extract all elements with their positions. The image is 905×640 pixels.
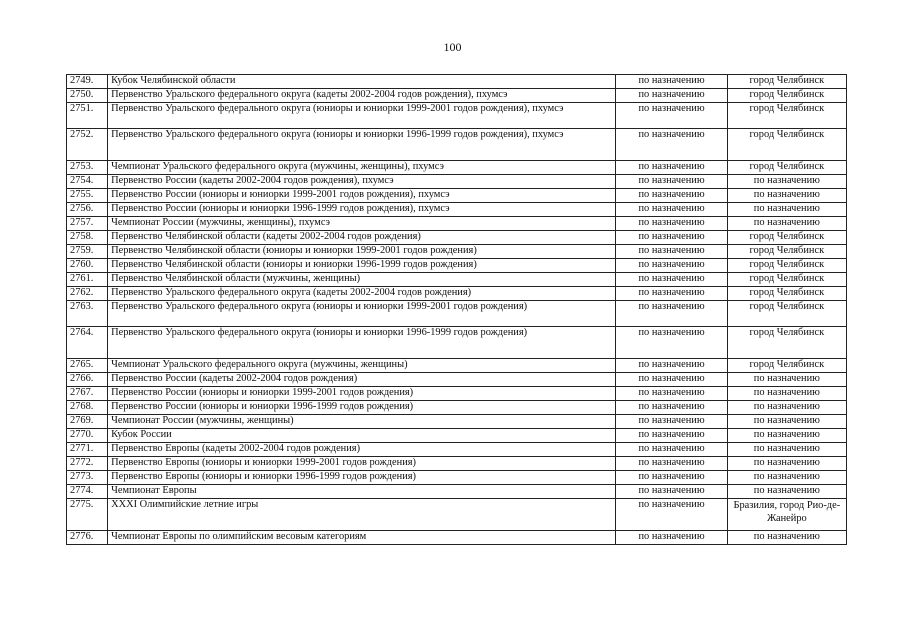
- event-method: по назначению: [616, 231, 727, 245]
- table-row: [67, 443, 847, 457]
- event-method: по назначению: [616, 129, 727, 161]
- event-method: по назначению: [616, 327, 727, 359]
- events-table: [66, 74, 847, 545]
- row-number: 2765.: [67, 359, 108, 373]
- event-place: по назначению: [727, 485, 846, 499]
- event-method: по назначению: [616, 401, 727, 415]
- event-place: по назначению: [727, 175, 846, 189]
- row-number: 2753.: [67, 161, 108, 175]
- table-row: [67, 301, 847, 327]
- event-name: Первенство Европы (юниоры и юниорки 1999-2001 годов рождения): [108, 457, 616, 471]
- event-name: Первенство Челябинской области (юниоры и юниорки 1999-2001 годов рождения): [108, 245, 616, 259]
- row-number: 2772.: [67, 457, 108, 471]
- event-place: город Челябинск: [727, 89, 846, 103]
- event-name: Первенство Челябинской области (мужчины, женщины): [108, 273, 616, 287]
- row-number: 2775.: [67, 499, 108, 531]
- table-row: [67, 485, 847, 499]
- event-place: город Челябинск: [727, 103, 846, 129]
- event-place: по назначению: [727, 373, 846, 387]
- event-name: XXXI Олимпийские летние игры: [108, 499, 616, 531]
- event-name: Первенство России (кадеты 2002-2004 годов рождения), пхумсэ: [108, 175, 616, 189]
- table-row: [67, 401, 847, 415]
- event-method: по назначению: [616, 415, 727, 429]
- page-number: 100: [443, 40, 462, 54]
- table-row: [67, 75, 847, 89]
- table-row: [67, 457, 847, 471]
- row-number: 2758.: [67, 231, 108, 245]
- row-number: 2757.: [67, 217, 108, 231]
- event-name: Чемпионат России (мужчины, женщины), пхумсэ: [108, 217, 616, 231]
- row-number: 2767.: [67, 387, 108, 401]
- event-method: по назначению: [616, 359, 727, 373]
- row-number: 2750.: [67, 89, 108, 103]
- event-name: Чемпионат Европы по олимпийским весовым категориям: [108, 531, 616, 545]
- table-row: [67, 415, 847, 429]
- table-row: [67, 217, 847, 231]
- event-method: по назначению: [616, 471, 727, 485]
- table-row: [67, 203, 847, 217]
- event-name: Первенство России (юниоры и юниорки 1996-1999 годов рождения): [108, 401, 616, 415]
- event-place: по назначению: [727, 189, 846, 203]
- table-row: [67, 259, 847, 273]
- table-row: [67, 273, 847, 287]
- row-number: 2751.: [67, 103, 108, 129]
- event-method: по назначению: [616, 387, 727, 401]
- event-place: город Челябинск: [727, 301, 846, 327]
- event-method: по назначению: [616, 485, 727, 499]
- row-number: 2761.: [67, 273, 108, 287]
- event-method: по назначению: [616, 531, 727, 545]
- event-name: Первенство Уральского федерального округа (юниоры и юниорки 1996-1999 годов рождения): [108, 327, 616, 359]
- table-row: [67, 373, 847, 387]
- table-row: [67, 471, 847, 485]
- event-method: по назначению: [616, 175, 727, 189]
- table-row: [67, 499, 847, 531]
- table-row: [67, 387, 847, 401]
- row-number: 2762.: [67, 287, 108, 301]
- row-number: 2773.: [67, 471, 108, 485]
- event-method: по назначению: [616, 273, 727, 287]
- event-name: Первенство Уральского федерального округа (юниоры и юниорки 1999-2001 годов рождения), пхумсэ: [108, 103, 616, 129]
- event-method: по назначению: [616, 373, 727, 387]
- event-name: Кубок Челябинской области: [108, 75, 616, 89]
- row-number: 2771.: [67, 443, 108, 457]
- event-name: Первенство России (юниоры и юниорки 1999-2001 годов рождения): [108, 387, 616, 401]
- event-method: по назначению: [616, 103, 727, 129]
- event-method: по назначению: [616, 301, 727, 327]
- row-number: 2774.: [67, 485, 108, 499]
- event-method: по назначению: [616, 245, 727, 259]
- event-place: по назначению: [727, 457, 846, 471]
- event-method: по назначению: [616, 259, 727, 273]
- event-method: по назначению: [616, 499, 727, 531]
- table-row: [67, 103, 847, 129]
- row-number: 2749.: [67, 75, 108, 89]
- table-row: [67, 189, 847, 203]
- table-row: [67, 287, 847, 301]
- table-row: [67, 161, 847, 175]
- event-name: Кубок России: [108, 429, 616, 443]
- event-method: по назначению: [616, 161, 727, 175]
- event-place: город Челябинск: [727, 245, 846, 259]
- table-row: [67, 359, 847, 373]
- event-name: Чемпионат России (мужчины, женщины): [108, 415, 616, 429]
- event-name: Чемпионат Уральского федерального округа (мужчины, женщины), пхумсэ: [108, 161, 616, 175]
- event-name: Первенство Европы (юниоры и юниорки 1996-1999 годов рождения): [108, 471, 616, 485]
- table-row: [67, 175, 847, 189]
- row-number: 2763.: [67, 301, 108, 327]
- event-method: по назначению: [616, 217, 727, 231]
- event-place: город Челябинск: [727, 231, 846, 245]
- row-number: 2764.: [67, 327, 108, 359]
- event-name: Первенство Челябинской области (юниоры и юниорки 1996-1999 годов рождения): [108, 259, 616, 273]
- row-number: 2759.: [67, 245, 108, 259]
- event-place: Бразилия, город Рио-де-Жанейро: [727, 499, 846, 531]
- row-number: 2776.: [67, 531, 108, 545]
- event-place: город Челябинск: [727, 129, 846, 161]
- row-number: 2755.: [67, 189, 108, 203]
- event-name: Первенство Уральского федерального округа (юниоры и юниорки 1996-1999 годов рождения), пхумсэ: [108, 129, 616, 161]
- row-number: 2768.: [67, 401, 108, 415]
- row-number: 2752.: [67, 129, 108, 161]
- event-place: город Челябинск: [727, 259, 846, 273]
- event-place: по назначению: [727, 217, 846, 231]
- row-number: 2769.: [67, 415, 108, 429]
- event-method: по назначению: [616, 189, 727, 203]
- event-name: Чемпионат Уральского федерального округа (мужчины, женщины): [108, 359, 616, 373]
- event-place: город Челябинск: [727, 287, 846, 301]
- event-method: по назначению: [616, 429, 727, 443]
- event-place: по назначению: [727, 471, 846, 485]
- table-row: [67, 231, 847, 245]
- event-name: Первенство России (юниоры и юниорки 1999-2001 годов рождения), пхумсэ: [108, 189, 616, 203]
- event-name: Чемпионат Европы: [108, 485, 616, 499]
- event-name: Первенство Уральского федерального округа (юниоры и юниорки 1999-2001 годов рождения): [108, 301, 616, 327]
- event-method: по назначению: [616, 203, 727, 217]
- event-place: по назначению: [727, 401, 846, 415]
- table-row: [67, 245, 847, 259]
- event-method: по назначению: [616, 287, 727, 301]
- row-number: 2760.: [67, 259, 108, 273]
- event-place: по назначению: [727, 203, 846, 217]
- event-method: по назначению: [616, 443, 727, 457]
- event-place: по назначению: [727, 387, 846, 401]
- table-row: [67, 129, 847, 161]
- row-number: 2754.: [67, 175, 108, 189]
- event-name: Первенство Европы (кадеты 2002-2004 годов рождения): [108, 443, 616, 457]
- table-row: [67, 327, 847, 359]
- event-place: по назначению: [727, 415, 846, 429]
- event-name: Первенство России (кадеты 2002-2004 годов рождения): [108, 373, 616, 387]
- row-number: 2766.: [67, 373, 108, 387]
- event-place: город Челябинск: [727, 327, 846, 359]
- event-name: Первенство Челябинской области (кадеты 2002-2004 годов рождения): [108, 231, 616, 245]
- event-place: город Челябинск: [727, 273, 846, 287]
- event-method: по назначению: [616, 89, 727, 103]
- event-name: Первенство России (юниоры и юниорки 1996-1999 годов рождения), пхумсэ: [108, 203, 616, 217]
- table-row: [67, 89, 847, 103]
- event-place: город Челябинск: [727, 75, 846, 89]
- table-row: [67, 531, 847, 545]
- row-number: 2756.: [67, 203, 108, 217]
- event-place: по назначению: [727, 531, 846, 545]
- event-name: Первенство Уральского федерального округа (кадеты 2002-2004 годов рождения), пхумсэ: [108, 89, 616, 103]
- event-place: по назначению: [727, 429, 846, 443]
- event-place: по назначению: [727, 443, 846, 457]
- table-row: [67, 429, 847, 443]
- event-name: Первенство Уральского федерального округа (кадеты 2002-2004 годов рождения): [108, 287, 616, 301]
- event-method: по назначению: [616, 457, 727, 471]
- event-method: по назначению: [616, 75, 727, 89]
- event-place: город Челябинск: [727, 359, 846, 373]
- row-number: 2770.: [67, 429, 108, 443]
- event-place: город Челябинск: [727, 161, 846, 175]
